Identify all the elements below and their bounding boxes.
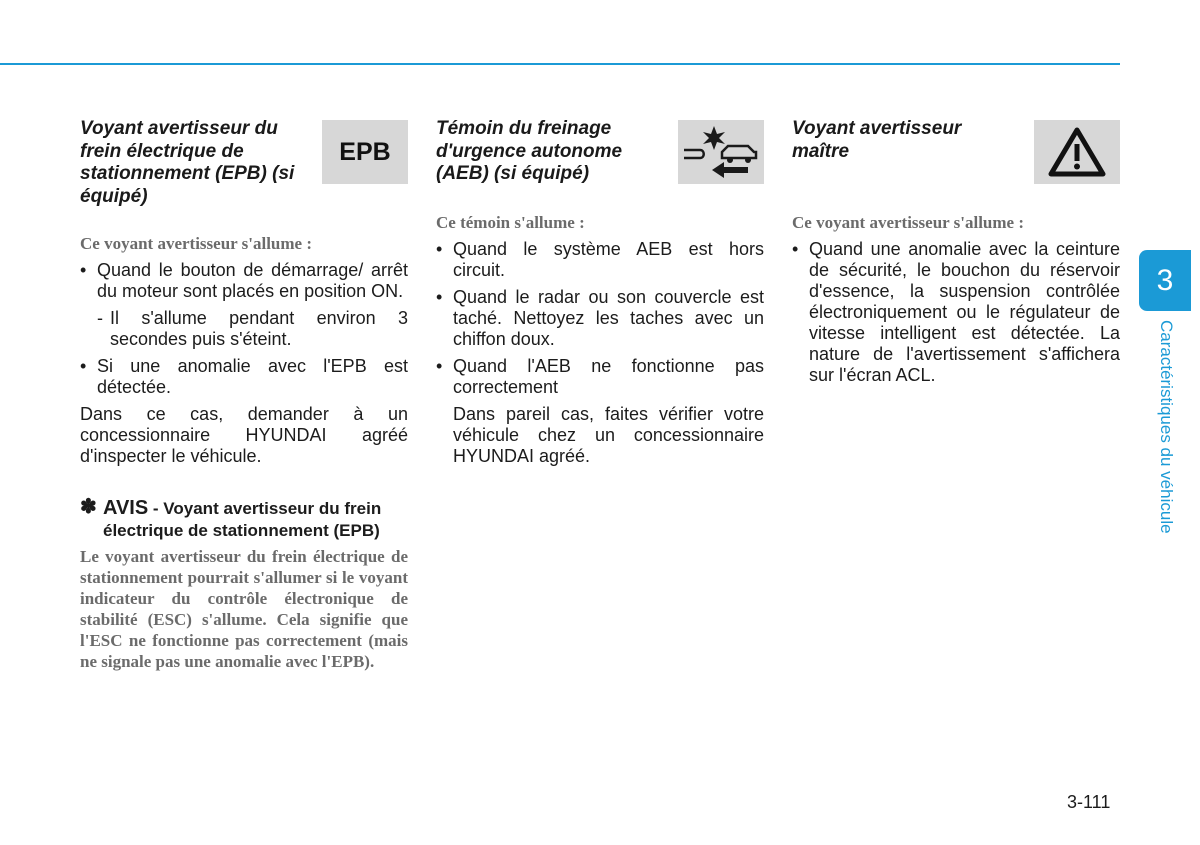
column-epb — [80, 116, 408, 672]
list-item — [436, 356, 764, 398]
column-master-warning — [792, 116, 1120, 392]
page-number: 3-111 — [1067, 792, 1111, 812]
list-item — [80, 260, 408, 302]
aeb-warning-icon — [678, 120, 764, 184]
master-warning-heading: Voyant avertisseur maître — [792, 118, 962, 162]
master-warning-subtitle: Ce voyant avertisseur s'allume : — [792, 213, 1024, 232]
list-subitem-text: Il s'allume pendant environ 3 secondes puis s'éteint. — [110, 308, 408, 349]
top-rule — [0, 63, 1120, 65]
note-title: - Voyant avertisseur du frein électrique de stationnement (EPB) — [103, 499, 382, 540]
note-body: Le voyant avertisseur du frein électrique de stationnement pourrait s'allumer si le voyant indicateur du contrôle électronique de stabilité (ESC) s'allume. Cela signifie que l'ESC ne fonctionne pas correctement (mais ne signale pas une anomalie avec l'EPB). — [80, 547, 408, 671]
aeb-heading: Témoin du freinage d'urgence autonome (AEB) (si équipé) — [436, 118, 623, 184]
bullet-dot: • — [436, 238, 443, 259]
list-item-text: Quand une anomalie avec la ceinture de sécurité, le bouchon du réservoir d'essence, la suspension contrôlée électroniquement ou le régulateur de vitesse intelligent est détectée. La nature de l'avertissement s'affichera sur l'écran ACL. — [809, 239, 1120, 385]
chapter-title: Caractéristiques du véhicule — [1157, 320, 1176, 534]
epb-subtitle: Ce voyant avertisseur s'allume : — [80, 234, 312, 253]
list-item-text: Quand le bouton de démarrage/ arrêt du moteur sont placés en position ON. — [97, 260, 408, 301]
list-item-text: Quand l'AEB ne fonctionne pas correctement — [453, 355, 764, 397]
aeb-icon-graphic — [678, 120, 764, 184]
list-item-text: Quand le radar ou son couvercle est taché. Nettoyez les taches avec un chiffon doux. — [453, 286, 764, 349]
column-aeb — [436, 116, 764, 473]
list-item — [80, 356, 408, 398]
epb-icon-label: EPB — [339, 137, 391, 166]
bullet-dot: • — [80, 356, 87, 376]
chapter-number: 3 — [1156, 263, 1174, 297]
aeb-paragraph: Dans pareil cas, faites vérifier votre véhicule chez un concessionnaire HYUNDAI agréé. — [453, 403, 764, 466]
chapter-tab — [1139, 250, 1191, 311]
note-heading — [80, 497, 408, 542]
epb-heading: Voyant avertisseur du frein électrique de stationnement (EPB) (si équipé) — [80, 118, 295, 207]
epb-paragraph: Dans ce cas, demander à un concessionnaire HYUNDAI agréé d'inspecter le véhicule. — [80, 404, 408, 466]
warning-triangle-graphic — [1047, 126, 1107, 178]
aeb-subtitle: Ce témoin s'allume : — [436, 212, 585, 232]
list-item — [436, 287, 764, 350]
list-item-text: Quand le système AEB est hors circuit. — [453, 238, 764, 280]
note-avis-label: AVIS — [103, 497, 149, 519]
list-item-text: Si une anomalie avec l'EPB est détectée. — [97, 356, 408, 397]
bullet-dot: • — [80, 260, 87, 280]
list-subitem — [80, 308, 408, 350]
bullet-dot: • — [436, 286, 443, 307]
epb-icon — [322, 120, 408, 184]
bullet-dot: • — [436, 355, 443, 376]
list-item — [792, 239, 1120, 386]
list-item — [436, 239, 764, 281]
bullet-dot: • — [792, 239, 799, 259]
note-star-icon: ✽ — [80, 496, 97, 518]
sub-dash: - — [97, 308, 103, 328]
master-warning-triangle-icon — [1034, 120, 1120, 184]
